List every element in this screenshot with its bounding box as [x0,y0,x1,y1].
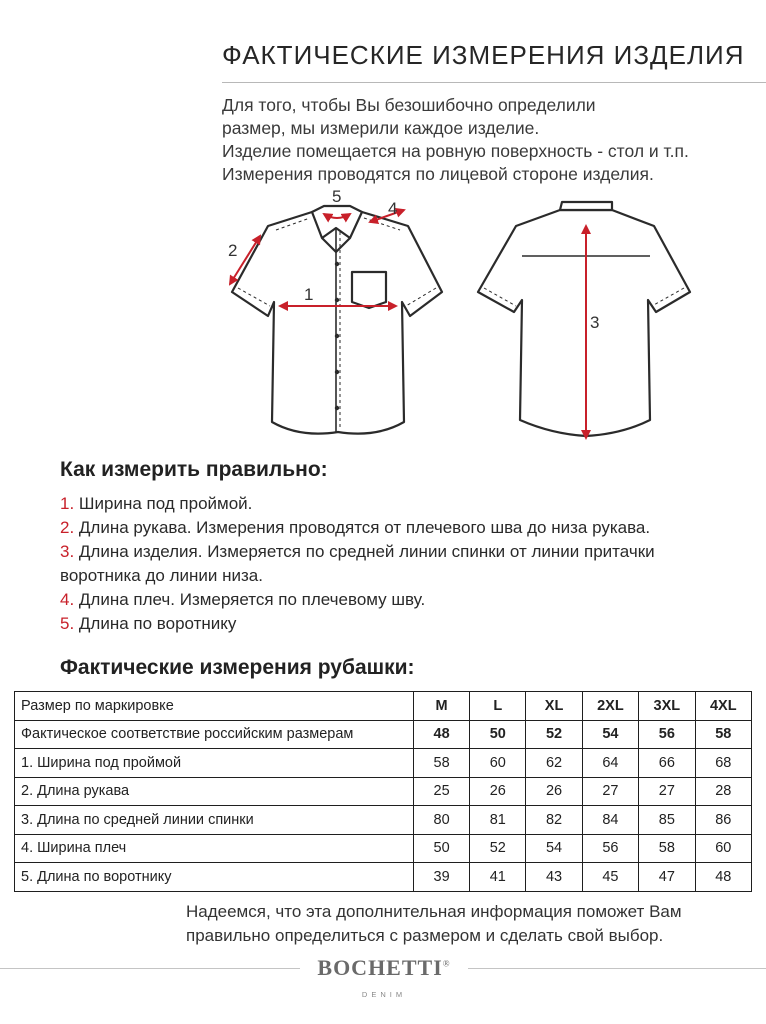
intro-line: размер, мы измерили каждое изделие. [222,118,540,138]
table-cell: 58 [413,749,469,778]
intro-line: Измерения проводятся по лицевой стороне изделия. [222,164,654,184]
row-label: 3. Длина по средней линии спинки [15,806,414,835]
intro-line: Для того, чтобы Вы безошибочно определили [222,95,596,115]
step-item [60,492,760,516]
footer-divider-left [0,968,300,969]
row-label: Размер по маркировке [15,692,414,721]
table-cell: 56 [582,834,638,863]
step-continuation: воротника до линии низа. [60,566,263,585]
table-cell: 58 [695,720,751,749]
table-cell: 3XL [639,692,695,721]
table-cell: 54 [526,834,582,863]
size-table [14,691,752,892]
table-cell: 48 [695,863,751,892]
step-item [60,516,760,540]
table-row [15,863,752,892]
footer-note-line: Надеемся, что эта дополнительная информация поможет Вам [186,902,682,921]
marker-label-2: 2 [228,241,238,260]
table-cell: 4XL [695,692,751,721]
title-divider [222,82,766,83]
step-text: Длина рукава. Измерения проводятся от плечевого шва до низа рукава. [74,518,651,537]
table-cell: 45 [582,863,638,892]
size-table-title: Фактические измерения рубашки: [60,656,415,679]
table-cell: 52 [526,720,582,749]
row-label: 4. Ширина плеч [15,834,414,863]
table-cell: L [470,692,526,721]
table-cell: 27 [582,777,638,806]
table-cell: 2XL [582,692,638,721]
row-label: 1. Ширина под проймой [15,749,414,778]
marker-label-5: 5 [332,187,342,206]
footer-note-line: правильно определиться с размером и сделать свой выбор. [186,926,664,945]
table-cell: 85 [639,806,695,835]
table-cell: 64 [582,749,638,778]
step-item [60,540,760,564]
row-label: 2. Длина рукава [15,777,414,806]
table-cell: 82 [526,806,582,835]
table-cell: 39 [413,863,469,892]
table-row [15,777,752,806]
table-row [15,834,752,863]
table-cell: 48 [413,720,469,749]
table-cell: 26 [470,777,526,806]
table-cell: 25 [413,777,469,806]
table-row [15,806,752,835]
step-number: 4. [60,590,75,609]
table-cell: 60 [695,834,751,863]
step-number: 2. [60,518,75,537]
marker-label-3: 3 [590,313,600,332]
shirt-front-drawing [232,206,442,434]
brand-name: BOCHETTI [317,955,443,980]
step-item [60,612,760,636]
footer-divider-right [468,968,766,969]
table-cell: 56 [639,720,695,749]
table-cell: 28 [695,777,751,806]
table-cell: 86 [695,806,751,835]
table-cell: 54 [582,720,638,749]
step-text: Ширина под проймой. [74,494,253,513]
table-cell: 52 [470,834,526,863]
row-label: 5. Длина по воротнику [15,863,414,892]
brand-logo [300,955,468,981]
registered-mark: ® [442,958,451,969]
step-item [60,588,760,612]
page-title: ФАКТИЧЕСКИЕ ИЗМЕРЕНИЯ ИЗДЕЛИЯ [222,40,745,70]
table-row [15,749,752,778]
table-cell: M [413,692,469,721]
how-to-steps [60,492,760,636]
table-cell: 80 [413,806,469,835]
marker-label-1: 1 [304,285,314,304]
intro-text [222,94,762,186]
step-number: 1. [60,494,75,513]
table-cell: 41 [470,863,526,892]
table-row [15,692,752,721]
table-cell: 81 [470,806,526,835]
table-cell: 62 [526,749,582,778]
table-cell: 50 [413,834,469,863]
table-cell: 27 [639,777,695,806]
step-text: Длина плеч. Измеряется по плечевому шву. [74,590,426,609]
step-number: 5. [60,614,75,633]
table-cell: 43 [526,863,582,892]
table-cell: 66 [639,749,695,778]
table-cell: XL [526,692,582,721]
table-cell: 68 [695,749,751,778]
shirt-measurement-illustration [0,180,766,450]
step-number: 3. [60,542,75,561]
table-cell: 26 [526,777,582,806]
step-text: Длина изделия. Измеряется по средней линии спинки от линии притачки [74,542,655,561]
shirt-back-drawing [478,202,690,436]
table-row [15,720,752,749]
step-text: Длина по воротнику [74,614,237,633]
row-label: Фактическое соответствие российским размерам [15,720,414,749]
how-to-title: Как измерить правильно: [60,458,328,481]
brand-subtitle: DENIM [361,990,407,999]
table-cell: 84 [582,806,638,835]
intro-line: Изделие помещается на ровную поверхность - стол и т.п. [222,141,689,161]
table-cell: 60 [470,749,526,778]
table-cell: 47 [639,863,695,892]
table-cell: 58 [639,834,695,863]
table-cell: 50 [470,720,526,749]
marker-label-4: 4 [388,199,398,218]
footer-note [186,900,746,948]
